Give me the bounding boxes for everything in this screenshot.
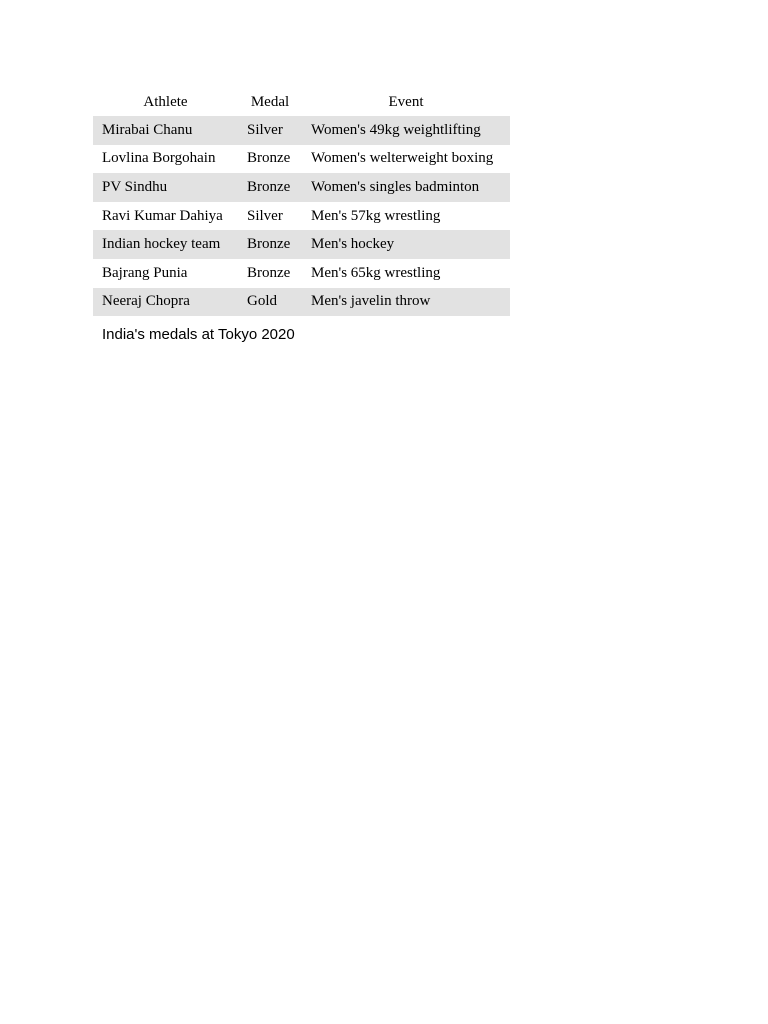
table-row (93, 202, 510, 231)
table-caption: India's medals at Tokyo 2020 (102, 326, 295, 344)
cell-athlete: Indian hockey team (93, 230, 238, 259)
table-row (93, 230, 510, 259)
cell-event: Men's hockey (302, 230, 510, 259)
cell-athlete: PV Sindhu (93, 173, 238, 202)
header-medal: Medal (250, 93, 290, 110)
table-row (93, 173, 510, 202)
header-athlete: Athlete (143, 93, 188, 110)
cell-medal: Silver (238, 116, 302, 145)
cell-event: Women's welterweight boxing (311, 150, 494, 167)
cell-event: Women's singles badminton (302, 173, 510, 202)
cell-medal: Silver (247, 207, 283, 224)
cell-medal: Bronze (247, 264, 291, 281)
cell-event: Men's 57kg wrestling (311, 207, 441, 224)
table-row (93, 116, 510, 145)
medals-table (93, 88, 510, 316)
document-body (93, 88, 510, 343)
table-row (93, 259, 510, 288)
cell-event: Women's 49kg weightlifting (302, 116, 510, 145)
table-header-row (93, 88, 510, 116)
cell-athlete: Ravi Kumar Dahiya (102, 207, 223, 224)
cell-athlete: Mirabai Chanu (93, 116, 238, 145)
cell-medal: Bronze (238, 173, 302, 202)
cell-event: Men's javelin throw (302, 288, 510, 317)
header-event: Event (388, 93, 424, 110)
cell-medal: Gold (238, 288, 302, 317)
cell-athlete: Bajrang Punia (102, 264, 188, 281)
table-row (93, 288, 510, 317)
table-row (93, 145, 510, 174)
cell-medal: Bronze (247, 150, 291, 167)
cell-athlete: Lovlina Borgohain (102, 150, 216, 167)
cell-event: Men's 65kg wrestling (311, 264, 441, 281)
cell-medal: Bronze (238, 230, 302, 259)
cell-athlete: Neeraj Chopra (93, 288, 238, 317)
